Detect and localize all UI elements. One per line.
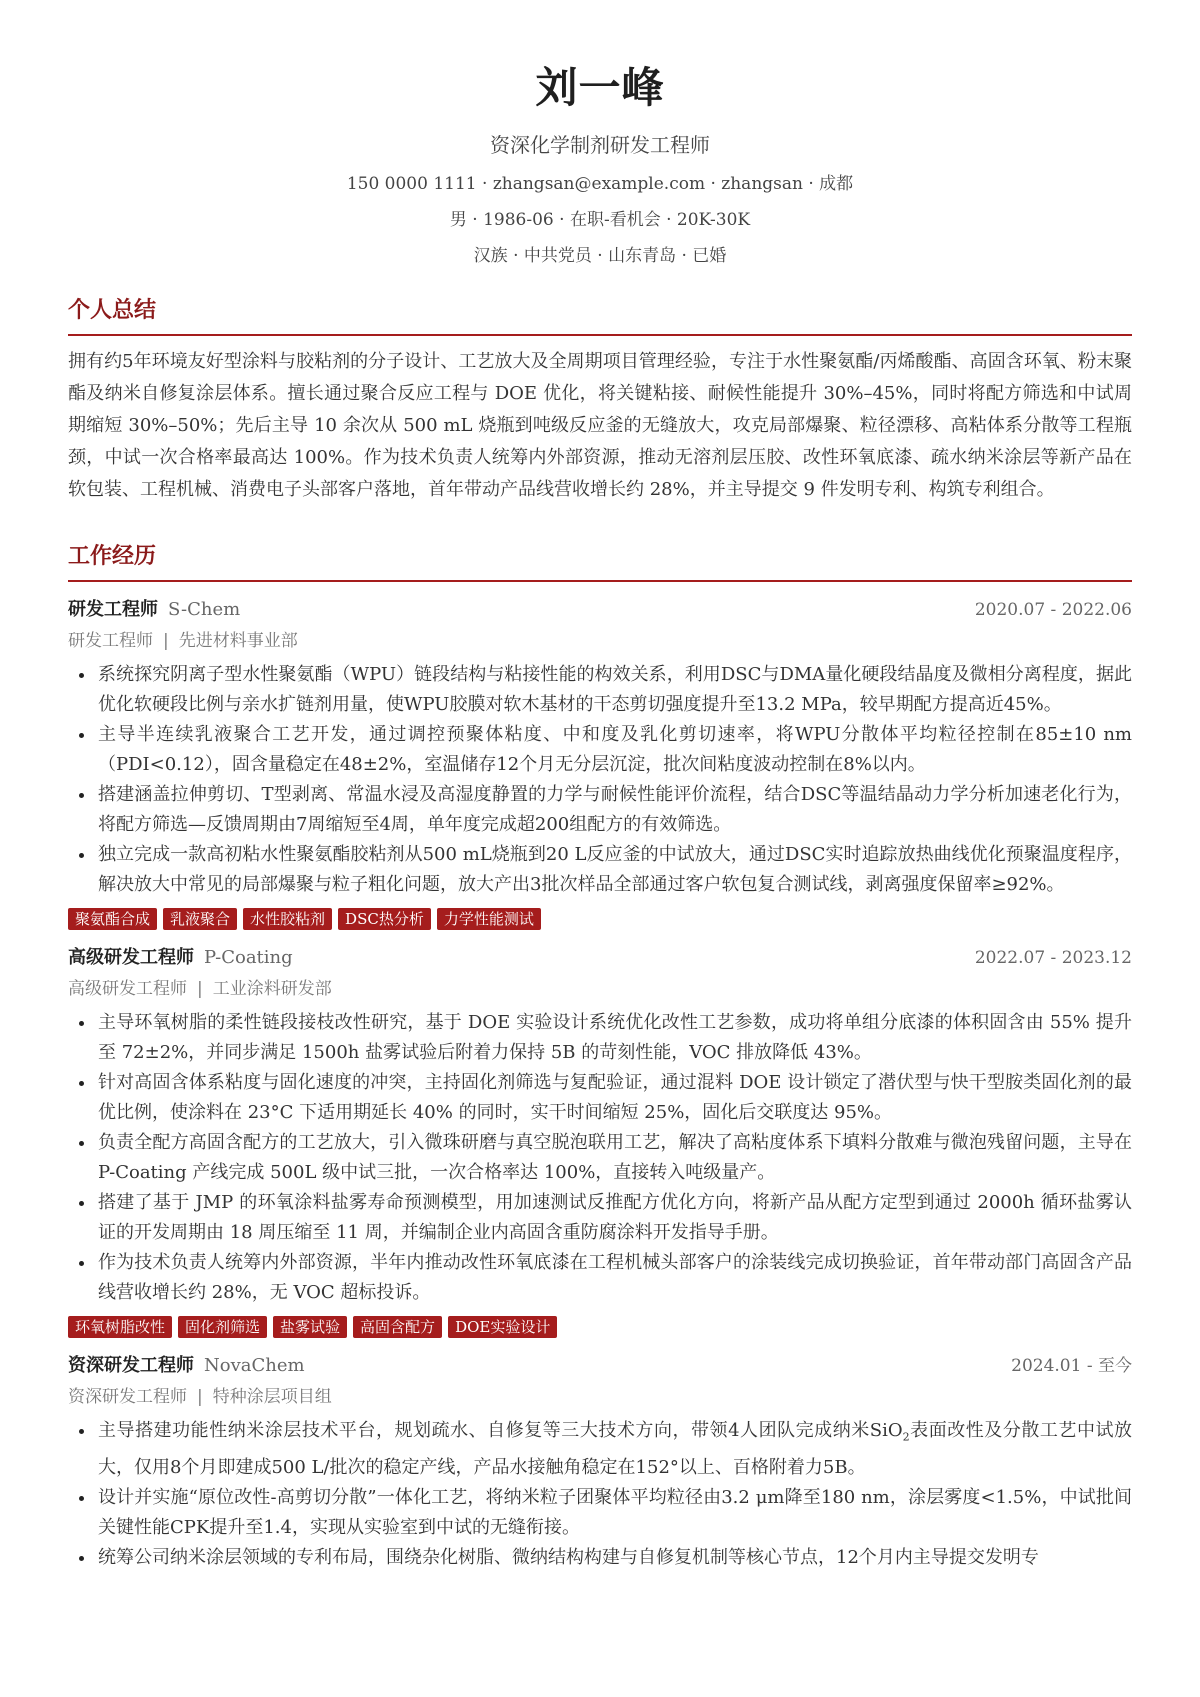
job-subtitle [68, 976, 1132, 1002]
resume-header [68, 58, 1132, 268]
bullet-item: • 针对高固含体系粘度与固化速度的冲突，主持固化剂筛选与复配验证，通过混料 DOE 设计锁定了潜伏型与快干型胺类固化剂的最优比例，使涂料在 23°C 下适用期延长 40% 的同时，实干时间缩短 25%，固化后交联度达 95%。 [96, 1068, 1132, 1128]
job-title: 高级研发工程师 [68, 947, 194, 968]
skill-tag: 聚氨酯合成 [68, 908, 157, 930]
bullet-item [96, 1416, 1132, 1483]
job-bullets [68, 1008, 1132, 1308]
job-date: 2022.07 - 2023.12 [974, 948, 1132, 968]
bullet-item: • 统筹公司纳米涂层领域的专利布局，围绕杂化树脂、微纳结构构建与自修复机制等核心节点，12个月内主导提交发明专 [96, 1543, 1132, 1573]
company-name: NovaChem [204, 1355, 305, 1376]
job-entry [68, 944, 1132, 1338]
job-title: 研发工程师 [68, 599, 158, 620]
separator: | [163, 631, 169, 651]
separator: | [197, 979, 203, 999]
job-role: 高级研发工程师 [68, 979, 187, 999]
summary-section [68, 294, 1132, 506]
job-date: 2020.07 - 2022.06 [974, 600, 1132, 620]
subscript: 2 [902, 1430, 910, 1444]
bullet-item: • 主导半连续乳液聚合工艺开发，通过调控预聚体粘度、中和度及乳化剪切速率，将WPU分散体平均粒径控制在85±10 nm（PDI<0.12），固含量稳定在48±2%，室温储存12个月无分层沉淀，批次间粘度波动控制在8%以内。 [96, 720, 1132, 780]
skill-tags [68, 1316, 1132, 1338]
job-header [68, 944, 1132, 972]
job-department: 先进材料事业部 [178, 631, 298, 651]
job-title: 资深研发工程师 [68, 1355, 194, 1376]
separator: | [197, 1387, 203, 1407]
job-role: 资深研发工程师 [68, 1387, 187, 1407]
job-date: 2024.01 - 至今 [1011, 1356, 1132, 1376]
job-header [68, 596, 1132, 624]
job-subtitle [68, 1384, 1132, 1410]
work-section [68, 540, 1132, 1573]
contact-line: 150 0000 1111 · zhangsan@example.com · zhangsan · 成都 [346, 174, 854, 194]
bullet-item: • 设计并实施“原位改性-高剪切分散”一体化工艺，将纳米粒子团聚体平均粒径由3.2 μm降至180 nm，涂层雾度<1.5%，中试批间关键性能CPK提升至1.4，实现从实验室到中试的无缝衔接。 [96, 1483, 1132, 1543]
job-bullets [68, 1416, 1132, 1573]
job-role: 研发工程师 [68, 631, 153, 651]
skill-tag: 环氧树脂改性 [68, 1316, 172, 1338]
skill-tag: 水性胶粘剂 [243, 908, 332, 930]
job-title-block [68, 596, 240, 624]
personal-info-line: 汉族 · 中共党员 · 山东青岛 · 已婚 [473, 246, 727, 266]
candidate-name: 刘一峰 [535, 63, 665, 112]
job-entry [68, 596, 1132, 930]
job-department: 工业涂料研发部 [212, 979, 332, 999]
summary-text: 拥有约5年环境友好型涂料与胶粘剂的分子设计、工艺放大及全周期项目管理经验，专注于水性聚氨酯/丙烯酸酯、高固含环氧、粉末聚酯及纳米自修复涂层体系。擅长通过聚合反应工程与 DOE 优化，将关键粘接、耐候性能提升 30%–45%，同时将配方筛选和中试周期缩短 30%–50%；先后主导 10 余次从 500 mL 烧瓶到吨级反应釜的无缝放大，攻克局部爆聚、粒径漂移、高粘体系分散等工程瓶颈，中试一次合格率最高达 100%。作为技术负责人统筹内外部资源，推动无溶剂层压胶、改性环氧底漆、疏水纳米涂层等新产品在软包装、工程机械、消费电子头部客户落地，首年带动产品线营收增长约 28%，并主导提交 9 件发明专利、构筑专利组合。 [68, 351, 1132, 500]
skill-tag: DOE实验设计 [448, 1316, 557, 1338]
bullet-item: • 独立完成一款高初粘水性聚氨酯胶粘剂从500 mL烧瓶到20 L反应釜的中试放大，通过DSC实时追踪放热曲线优化预聚温度程序，解决放大中常见的局部爆聚与粒子粗化问题，放大产出3批次样品全部通过客户软包复合测试线，剥离强度保留率≥92%。 [96, 840, 1132, 900]
bullet-item: • 搭建涵盖拉伸剪切、T型剥离、常温水浸及高湿度静置的力学与耐候性能评价流程，结合DSC等温结晶动力学分析加速老化行为，将配方筛选—反馈周期由7周缩短至4周，单年度完成超200组配方的有效筛选。 [96, 780, 1132, 840]
work-heading: 工作经历 [68, 540, 1132, 582]
skill-tag: 高固含配方 [353, 1316, 442, 1338]
skill-tag: 盐雾试验 [273, 1316, 347, 1338]
bullet-text: 主导搭建功能性纳米涂层技术平台，规划疏水、自修复等三大技术方向，带领4人团队完成纳米SiO [98, 1420, 903, 1441]
job-department: 特种涂层项目组 [212, 1387, 332, 1407]
skill-tag: DSC热分析 [338, 908, 431, 930]
job-title-block [68, 1352, 305, 1380]
job-title-block [68, 944, 293, 972]
job-target-title: 资深化学制剂研发工程师 [490, 133, 710, 157]
skill-tags [68, 908, 1132, 930]
bullet-text-tail: 表面改性及分散工艺中试放大，仅用8个月即建成500 L/批次的稳定产线，产品水接触角稳定在152°以上、百格附着力5B。 [98, 1420, 1133, 1478]
bullet-item: • 作为技术负责人统筹内外部资源，半年内推动改性环氧底漆在工程机械头部客户的涂装线完成切换验证，首年带动部门高固含产品线营收增长约 28%，无 VOC 超标投诉。 [96, 1248, 1132, 1308]
skill-tag: 固化剂筛选 [178, 1316, 267, 1338]
company-name: P-Coating [204, 947, 293, 968]
skill-tag: 乳液聚合 [163, 908, 237, 930]
bullet-item: • 主导环氧树脂的柔性链段接枝改性研究，基于 DOE 实验设计系统优化改性工艺参数，成功将单组分底漆的体积固含由 55% 提升至 72±2%，并同步满足 1500h 盐雾试验后附着力保持 5B 的苛刻性能，VOC 排放降低 43%。 [96, 1008, 1132, 1068]
summary-heading: 个人总结 [68, 294, 1132, 336]
bullet-item: • 系统探究阴离子型水性聚氨酯（WPU）链段结构与粘接性能的构效关系，利用DSC与DMA量化硬段结晶度及微相分离程度，据此优化软硬段比例与亲水扩链剂用量，使WPU胶膜对软木基材的干态剪切强度提升至13.2 MPa，较早期配方提高近45%。 [96, 660, 1132, 720]
bullet-item: • 搭建了基于 JMP 的环氧涂料盐雾寿命预测模型，用加速测试反推配方优化方向，将新产品从配方定型到通过 2000h 循环盐雾认证的开发周期由 18 周压缩至 11 周，并编制企业内高固含重防腐涂料开发指导手册。 [96, 1188, 1132, 1248]
job-entry [68, 1352, 1132, 1573]
job-subtitle [68, 628, 1132, 654]
basic-info-line: 男 · 1986-06 · 在职-看机会 · 20K-30K [449, 210, 751, 230]
job-bullets [68, 660, 1132, 900]
bullet-item: • 负责全配方高固含配方的工艺放大，引入微珠研磨与真空脱泡联用工艺，解决了高粘度体系下填料分散难与微泡残留问题，主导在 P-Coating 产线完成 500L 级中试三批，一次合格率达 100%，直接转入吨级量产。 [96, 1128, 1132, 1188]
skill-tag: 力学性能测试 [437, 908, 541, 930]
company-name: S-Chem [168, 599, 241, 620]
job-header [68, 1352, 1132, 1380]
